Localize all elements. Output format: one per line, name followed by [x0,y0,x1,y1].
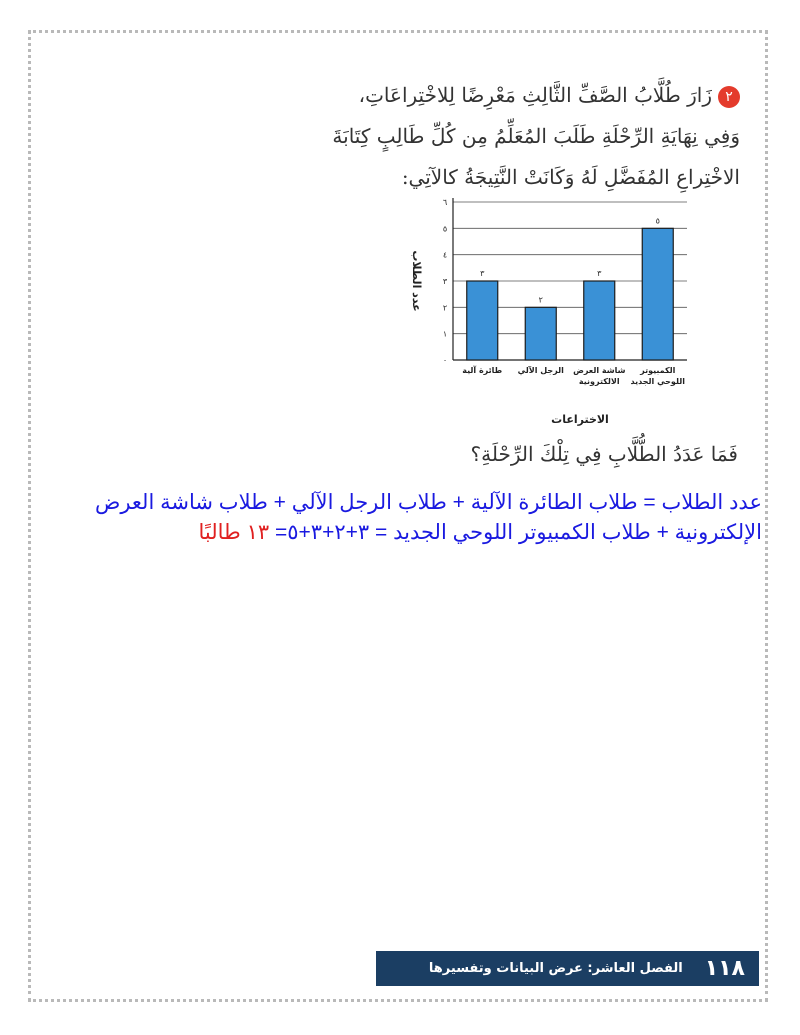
y-tick-label: ٤ [442,250,448,260]
x-tick-label: اللوحي الجديد [630,377,685,386]
bar-value-label: ٣ [480,269,485,278]
bar [525,307,556,360]
y-tick-label: ١ [442,329,448,339]
x-tick-label: طائرة آلية [462,366,503,375]
question-line-1 [300,75,740,116]
sub-question: فَمَا عَدَدُ الطُّلَّابِ فِي تِلْكَ الرِّحْلَةِ؟ [470,442,738,466]
bar [584,281,615,360]
page-number: ١١٨ [704,956,745,981]
answer-block [40,488,762,548]
bar-chart [395,190,705,435]
question-text-line-1: زَارَ طُلَّابُ الصَّفِّ الثَّالِثِ مَعْرِضًا لِلاخْتِراعَاتِ، [358,83,712,107]
bar [467,281,498,360]
bar-chart-svg [395,190,705,435]
footer-bar [376,951,759,986]
y-tick-label: ٢ [442,303,448,313]
x-axis-title: الاختراعات [551,413,609,426]
y-tick-label: ٣ [442,277,448,286]
question-text-line-2: وَفِي نِهَايَةِ الرِّحْلَةِ طَلَبَ المُعَلِّمُ مِن كُلِّ طَالِبٍ كِتَابَةَ [332,124,740,148]
question-block [300,75,740,198]
y-tick-label: ٠ [442,356,448,365]
x-tick-label: شاشة العرض [573,366,626,375]
question-text-line-3: الاخْتِراعِ المُفَضَّلِ لَهُ وَكَانَتْ النَّتِيجَةُ كالآتِي: [401,165,740,189]
y-tick-label: ٥ [442,224,448,234]
bar-value-label: ٥ [655,216,660,226]
question-number-badge: ٢ [718,86,740,108]
x-tick-label: الكمبيوتر [640,366,676,375]
x-tick-label: الالكترونية [578,377,620,386]
answer-result: ١٣ طالبًا [198,521,275,544]
answer-line-2-main: الإلكترونية + طلاب الكمبيوتر اللوحي الجديد = ٣+٢+٣+٥= [274,521,762,544]
bar-value-label: ٢ [538,295,543,305]
bar-value-label: ٣ [597,269,602,278]
chapter-title: الفصل العاشر: عرض البيانات وتفسيرها [428,961,683,976]
answer-line-1: عدد الطلاب = طلاب الطائرة الآلية + طلاب الرجل الآلي + طلاب شاشة العرض [94,491,762,514]
x-tick-label: الرجل الآلي [517,366,564,375]
answer-line-2 [40,518,762,548]
bar [642,228,673,360]
y-tick-label: ٦ [442,198,448,207]
y-axis-title: عدد الطلاب [410,250,423,312]
